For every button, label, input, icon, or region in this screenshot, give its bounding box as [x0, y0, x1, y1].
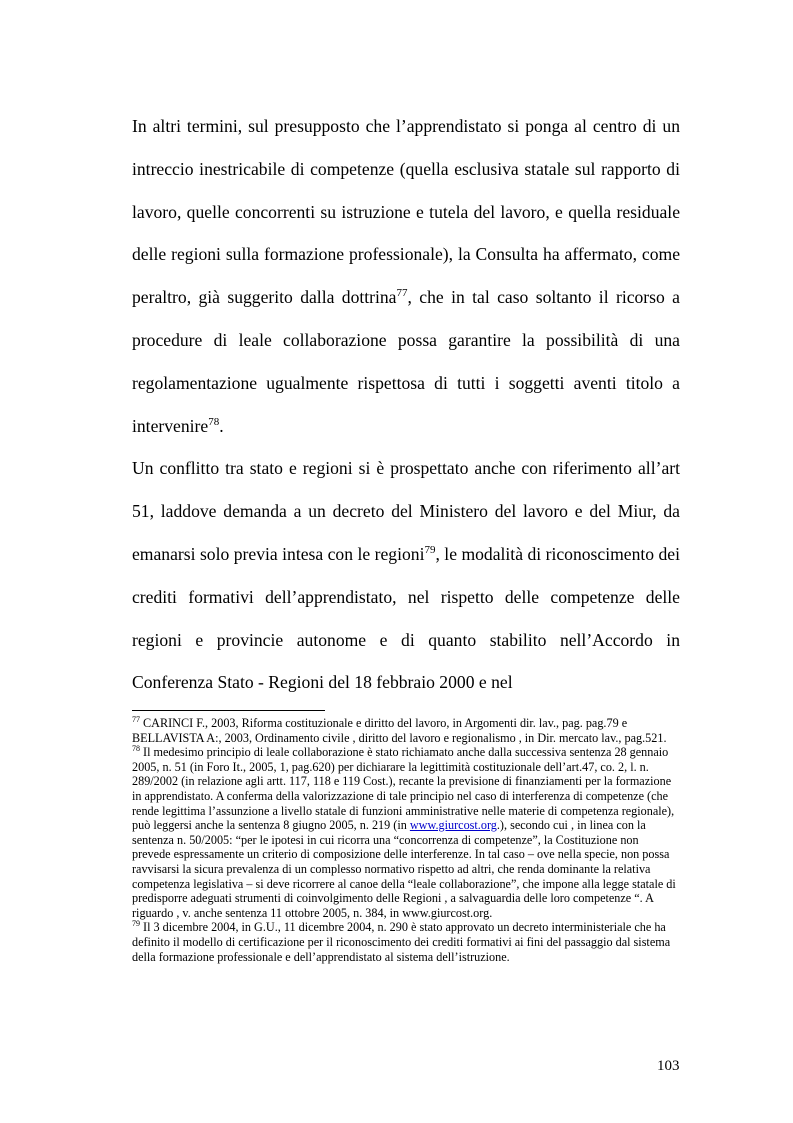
paragraph-2	[132, 447, 680, 704]
page-number: 103	[657, 1058, 680, 1074]
footnote-78-text-b: .), secondo cui , in linea con la sentenza n. 50/2005: “per le ipotesi in cui ricorra una “concorrenza di competenze”, la Costituzione non prevede espressamente un criterio di composizione delle interferenze. In tal caso – ove nella specie, non possa ravvisarsi la sicura prevalenza di un complesso normativo rispetto ad altri, che renda dominante la relativa competenza legislativa – si deve ricorrere al canoe della “leale collaborazione”, che impone alla legge statale di predisporre adeguati strumenti di coinvolgimento delle Regioni , a salvaguardia delle loro competenze “. A riguardo , v. anche sentenza 11 ottobre 2005, n. 384, in www.giurcost.org.	[132, 818, 676, 920]
paragraph-1	[132, 105, 680, 447]
footnote-78-text-a: Il medesimo principio di leale collaborazione è stato richiamato anche dalla successiva sentenza 28 gennaio 2005, n. 51 (in Foro It., 2005, 1, pag.620) per dichiarare la legittimità costituzionale dell’art.47, co. 2, l. n. 289/2002 (in relazione agli artt. 117, 118 e 119 Cost.), recante la previsione di finanziamenti per la formazione in apprendistato. A conferma della valorizzazione di tale principio nel caso di interferenza di competenze (che rende legittima l’assunzione a livello statale di funzioni amministrative nelle materie di competenza regionale), può leggersi anche la sentenza 8 giugno 2005, n. 219 (in	[132, 745, 675, 833]
footnote-ref-78[interactable]: 78	[208, 415, 220, 428]
giurcost-link[interactable]: www.giurcost.org	[409, 818, 497, 833]
footnote-79-text: Il 3 dicembre 2004, in G.U., 11 dicembre 2004, n. 290 è stato approvato un decreto interministeriale che ha definito il modello di certificazione per il riconoscimento dei crediti formativi ai fini del passaggio dal sistema della formazione professionale e dell’apprendistato al sistema dell’istruzione.	[132, 920, 671, 964]
footnote-separator	[132, 710, 325, 711]
main-text	[132, 105, 680, 704]
paragraph-2-text-b: , le modalità di riconoscimento dei crediti formativi dell’apprendistato, nel rispetto delle competenze delle regioni e provincie autonome e di quanto stabilito nell’Accordo in Conferenza Stato - Regioni del 18 febbraio 2000 e nel	[132, 543, 680, 693]
footnote-77-number: 77	[132, 714, 140, 724]
footnote-78-number: 78	[132, 744, 140, 754]
footnote-79	[132, 920, 680, 964]
footnote-78	[132, 745, 680, 920]
footnote-ref-79[interactable]: 79	[424, 544, 436, 557]
paragraph-2-text-a: Un conflitto tra stato e regioni si è prospettato anche con riferimento all’art 51, laddove demanda a un decreto del Ministero del lavoro e del Miur, da emanarsi solo previa intesa con le regioni	[132, 458, 680, 564]
footnote-77-text: CARINCI F., 2003, Riforma costituzionale e diritto del lavoro, in Argomenti dir. lav., pag. pag.79 e BELLAVISTA A:, 2003, Ordinamento civile , diritto del lavoro e regionalismo , in Dir. mercato lav., pag.521.	[132, 716, 667, 745]
footnotes	[132, 716, 680, 964]
footnote-79-number: 79	[132, 919, 140, 929]
paragraph-1-text-c: .	[219, 415, 224, 436]
paragraph-1-text-b: , che in tal caso soltanto il ricorso a procedure di leale collaborazione possa garantire la possibilità di una regolamentazione ugualmente rispettosa di tutti i soggetti aventi titolo a intervenire	[132, 287, 680, 436]
footnote-ref-77[interactable]: 77	[396, 287, 408, 300]
footnote-77	[132, 716, 680, 745]
paragraph-1-text-a: In altri termini, sul presupposto che l’apprendistato si ponga al centro di un intreccio inestricabile di competenze (quella esclusiva statale sul rapporto di lavoro, quelle concorrenti su istruzione e tutela del lavoro, e quella residuale delle regioni sulla formazione professionale), la Consulta ha affermato, come peraltro, già suggerito dalla dottrina	[132, 116, 680, 308]
